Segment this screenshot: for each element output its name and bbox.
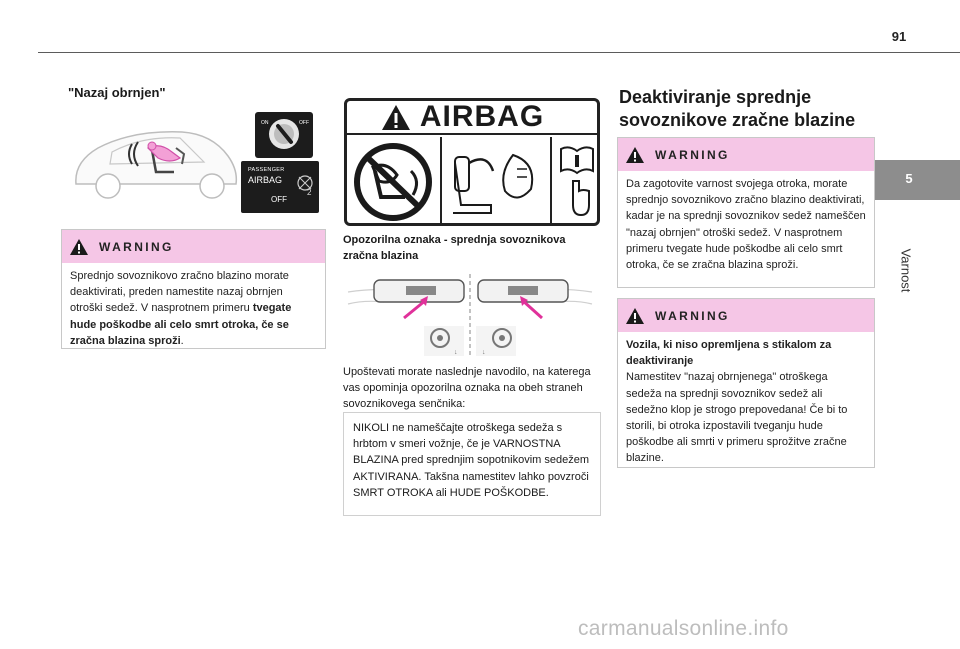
warning-bold-lead: Vozila, ki niso opremljena s stikalom za deaktiviranje [626, 339, 832, 368]
airbag-key-switch-icon [255, 112, 313, 158]
svg-text:↓: ↓ [482, 349, 486, 356]
warning-header [618, 299, 874, 332]
airbag-deploy-icon [447, 143, 547, 223]
svg-text:↓: ↓ [454, 349, 458, 356]
warning-title: WARNING [99, 239, 174, 254]
page-number: 91 [891, 29, 907, 44]
chapter-label-text: Varnost [898, 248, 914, 293]
chapter-label [896, 228, 914, 318]
warning-box-child-safety [617, 137, 875, 288]
panel-count-text: 2 [307, 188, 312, 197]
panel-passenger-text: PASSENGER [248, 167, 285, 173]
passenger-airbag-off-panel [241, 161, 319, 213]
section-heading-deactivation: Deaktiviranje sprednje sovoznikove zračne blazine [619, 87, 856, 130]
warning-text: Namestitev "nazaj obrnjenega" otroškega sedeža na sprednji sovoznikov sedež ali sedežno klop je strogo prepovedana! Če bi to storili, bi otroka izpostavili tveganju hude poškodbe ali smrti v primeru sprožitve zračne blazine. [626, 371, 848, 465]
airbag-label-header [347, 101, 597, 135]
warning-triangle-icon [625, 146, 645, 164]
instruction-paragraph: Upoštevati morate naslednje navodilo, na katerega vas opominja opozorilna oznaka na obeh straneh sovoznikovega senčnika: [343, 366, 591, 410]
warning-body: Da zagotovite varnost svojega otroka, morate sprednjo sovoznikovo zračno blazino deaktivirati, kadar je na sprednji sovoznikov sedež nameščen "nazaj obrnjen" otroški sedež. V nasprotnem primeru tvegate hude poškodbe ali celo smrt otroka, če se zračna blazina sproži. [626, 178, 866, 272]
warning-text: Sprednjo sovoznikovo zračno blazino morate deaktivirati, preden namestite nazaj obrnjen otroški sedež. V nasprotnem primeru [70, 270, 289, 315]
warning-box-deactivate [61, 229, 326, 349]
airbag-warning-label [344, 98, 600, 226]
warning-box-no-switch [617, 298, 875, 468]
chapter-number: 5 [905, 171, 913, 186]
no-rear-facing-seat-icon [351, 141, 435, 223]
sun-visor-label-location-illustration [344, 270, 596, 358]
warning-text-bold: tvegate hude poškodbe ali celo smrt otroka, če se zračna blazina sproži [70, 302, 292, 347]
warning-triangle-icon [381, 104, 411, 131]
rear-facing-child-seat-illustration [72, 122, 240, 202]
never-install-note: NIKOLI ne nameščajte otroškega sedeža s hrbtom v smeri vožnje, če je VARNOSTNA BLAZINA pred sprednjim sopotnikovim sedežem AKTIVIRANA. Takšna namestitev lahko povzroči SMRT OTROKA ali HUDE POŠKODBE. [343, 412, 601, 516]
warning-triangle-icon [69, 238, 89, 256]
warning-title: WARNING [655, 308, 730, 323]
svg-text:ON: ON [261, 120, 269, 126]
airbag-label-caption: Opozorilna oznaka - sprednja sovoznikova zračna blazina [343, 234, 566, 262]
watermark: carmanualsonline.info [578, 617, 789, 640]
airbag-off-icon [295, 173, 315, 193]
section-heading-rear-facing: "Nazaj obrnjen" [68, 85, 166, 100]
warning-body [62, 263, 325, 355]
warning-title: WARNING [655, 147, 730, 162]
panel-airbag-text: AIRBAG [248, 175, 283, 185]
svg-text:OFF: OFF [299, 120, 309, 126]
warning-header [62, 230, 325, 263]
manual-read-icon [557, 145, 597, 221]
header-rule [38, 52, 960, 53]
warning-triangle-icon [625, 307, 645, 325]
warning-text-end: . [180, 334, 184, 347]
panel-off-text: OFF [271, 195, 287, 204]
warning-header [618, 138, 874, 171]
warning-body [618, 332, 874, 473]
airbag-label-word: AIRBAG [419, 100, 545, 133]
